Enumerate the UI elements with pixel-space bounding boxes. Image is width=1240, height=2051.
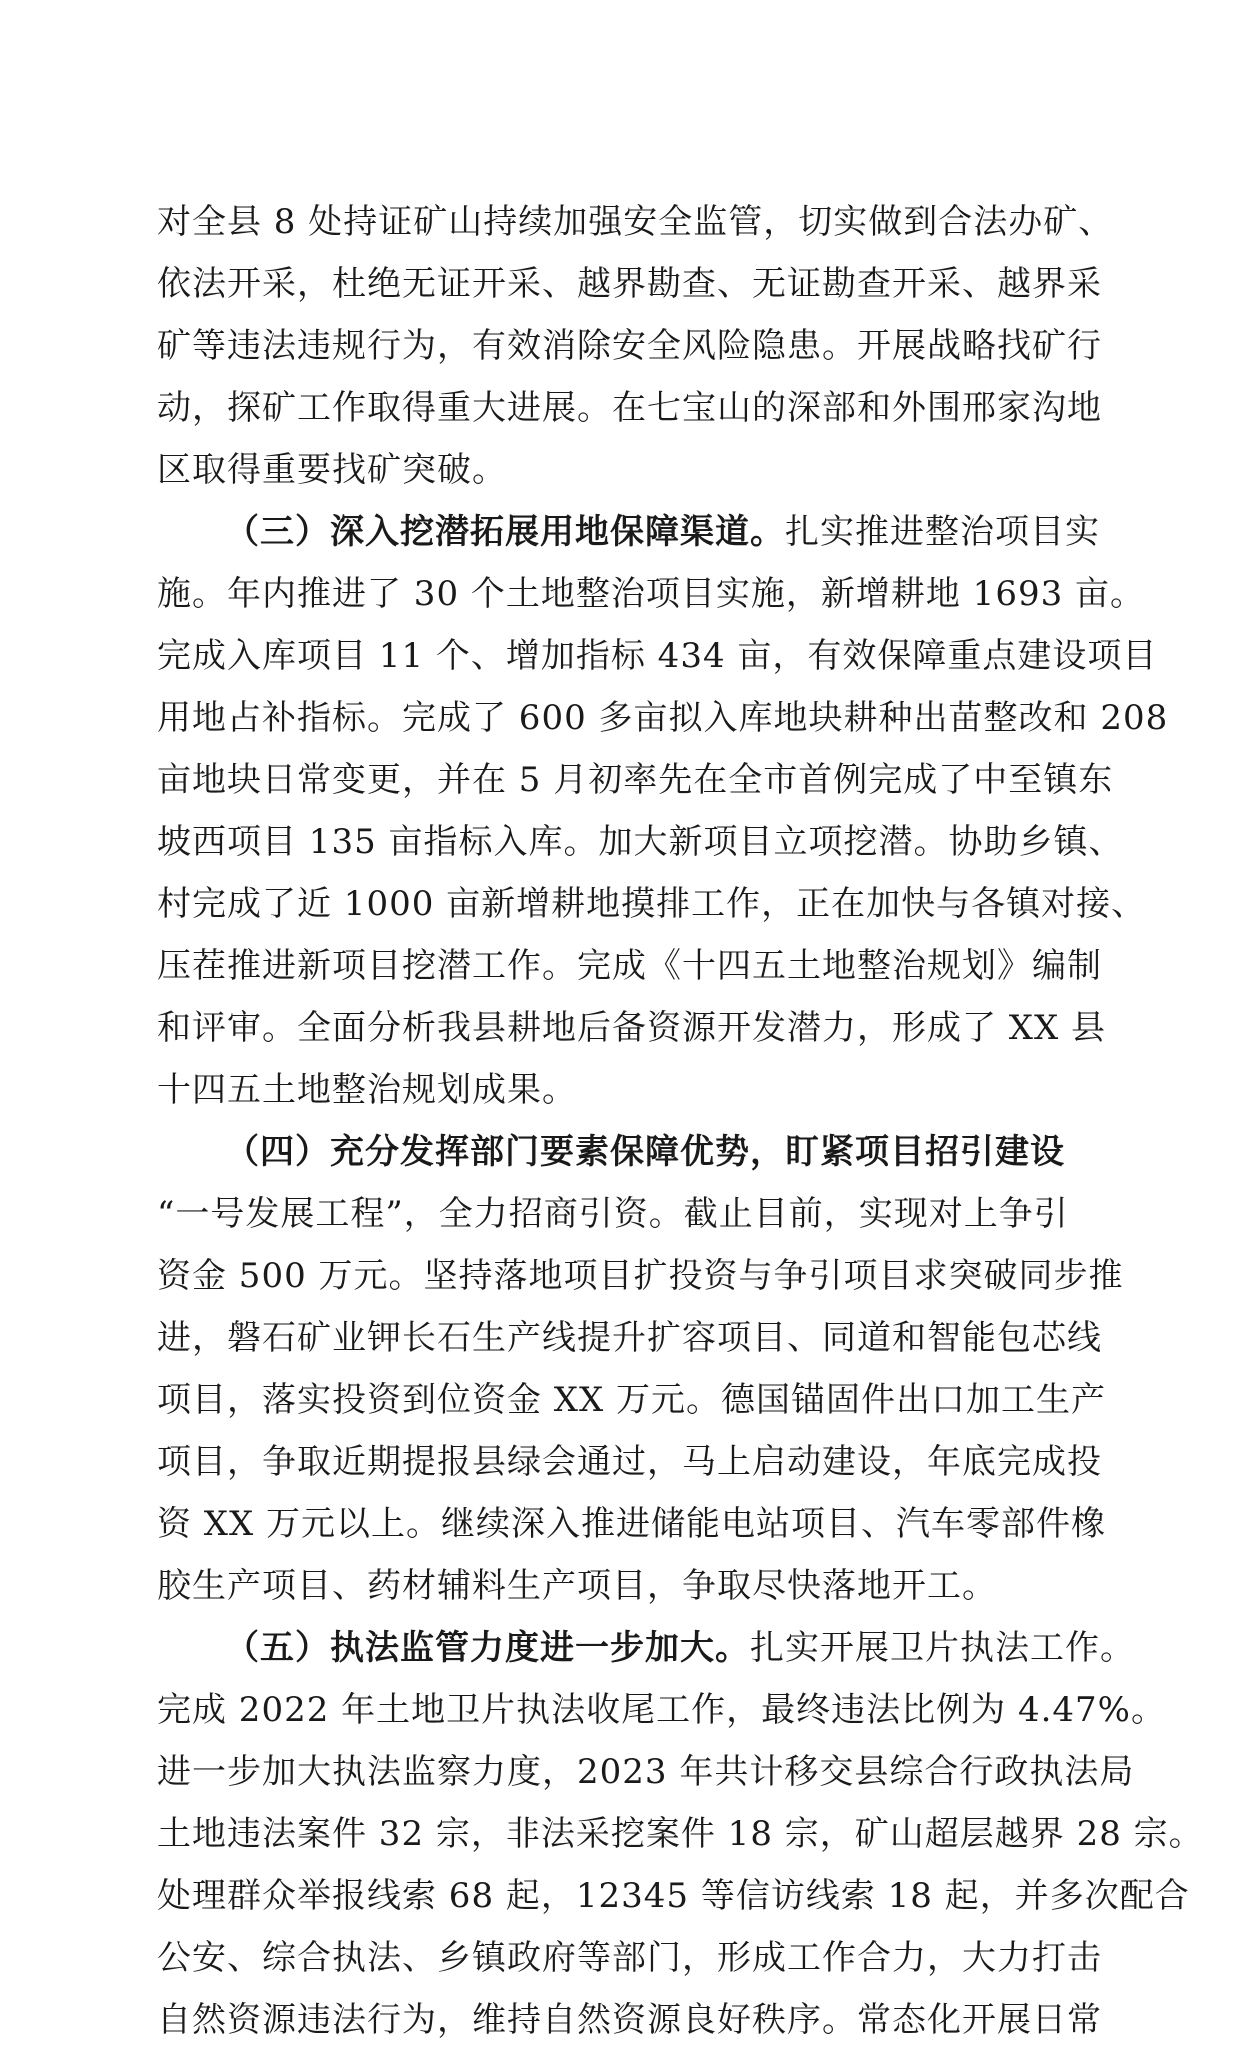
text-run: 扎实推进整治项目实	[785, 512, 1100, 552]
text-line	[157, 501, 1100, 563]
text-line: 资金 500 万元。坚持落地项目扩投资与争引项目求突破同步推	[157, 1256, 1124, 1296]
section-heading: （四）充分发挥部门要素保障优势，盯紧项目招引建设	[225, 1132, 1065, 1172]
text-line: 完成入库项目 11 个、增加指标 434 亩，有效保障重点建设项目	[157, 636, 1158, 676]
section-heading: （五）执法监管力度进一步加大。	[225, 1628, 750, 1668]
text-line: 和评审。全面分析我县耕地后备资源开发潜力，形成了 XX 县	[157, 1008, 1107, 1048]
text-line: 十四五土地整治规划成果。	[157, 1070, 577, 1110]
text-line: 施。年内推进了 30 个土地整治项目实施，新增耕地 1693 亩。	[157, 574, 1146, 614]
text-run: 扎实开展卫片执法工作。	[750, 1628, 1135, 1668]
text-line	[157, 1617, 1135, 1679]
text-line: 完成 2022 年土地卫片执法收尾工作，最终违法比例为 4.47%。	[157, 1690, 1166, 1730]
text-line: “一号发展工程”，全力招商引资。截止目前，实现对上争引	[157, 1194, 1069, 1234]
text-line: 动，探矿工作取得重大进展。在七宝山的深部和外围邢家沟地	[157, 388, 1102, 428]
text-line: 依法开采，杜绝无证开采、越界勘查、无证勘查开采、越界采	[157, 264, 1102, 304]
text-line: 项目，争取近期提报县绿会通过，马上启动建设，年底完成投	[157, 1442, 1102, 1482]
text-line: 矿等违法违规行为，有效消除安全风险隐患。开展战略找矿行	[157, 326, 1102, 366]
text-line: 坡西项目 135 亩指标入库。加大新项目立项挖潜。协助乡镇、	[157, 822, 1124, 862]
text-line: 亩地块日常变更，并在 5 月初率先在全市首例完成了中至镇东	[157, 760, 1114, 800]
paragraph-section-4	[157, 1121, 1124, 1617]
paragraph-mine-safety	[157, 191, 1114, 501]
text-line: 项目，落实投资到位资金 XX 万元。德国锚固件出口加工生产	[157, 1380, 1107, 1420]
paragraph-section-5	[157, 1617, 1204, 2051]
text-line: 对全县 8 处持证矿山持续加强安全监管，切实做到合法办矿、	[157, 202, 1114, 242]
text-line: 村完成了近 1000 亩新增耕地摸排工作，正在加快与各镇对接、	[157, 884, 1147, 924]
section-heading: （三）深入挖潜拓展用地保障渠道。	[225, 512, 785, 552]
text-line: 自然资源违法行为，维持自然资源良好秩序。常态化开展日常	[157, 2000, 1102, 2040]
document-body	[157, 191, 1204, 2051]
text-line: 进一步加大执法监察力度，2023 年共计移交县综合行政执法局	[157, 1752, 1135, 1792]
text-line: 用地占补指标。完成了 600 多亩拟入库地块耕种出苗整改和 208	[157, 698, 1169, 738]
text-line: 土地违法案件 32 宗，非法采挖案件 18 宗，矿山超层越界 28 宗。	[157, 1814, 1204, 1854]
text-line	[157, 1121, 1097, 1183]
text-line: 胶生产项目、药材辅料生产项目，争取尽快落地开工。	[157, 1566, 997, 1606]
text-line: 处理群众举报线索 68 起，12345 等信访线索 18 起，并多次配合	[157, 1876, 1190, 1916]
paragraph-section-3	[157, 501, 1169, 1121]
text-line: 进，磐石矿业钾长石生产线提升扩容项目、同道和智能包芯线	[157, 1318, 1102, 1358]
text-line: 资 XX 万元以上。继续深入推进储能电站项目、汽车零部件橡	[157, 1504, 1107, 1544]
text-line: 区取得重要找矿突破。	[157, 450, 507, 490]
text-line: 公安、综合执法、乡镇政府等部门，形成工作合力，大力打击	[157, 1938, 1102, 1978]
text-line: 压茬推进新项目挖潜工作。完成《十四五土地整治规划》编制	[157, 946, 1102, 986]
